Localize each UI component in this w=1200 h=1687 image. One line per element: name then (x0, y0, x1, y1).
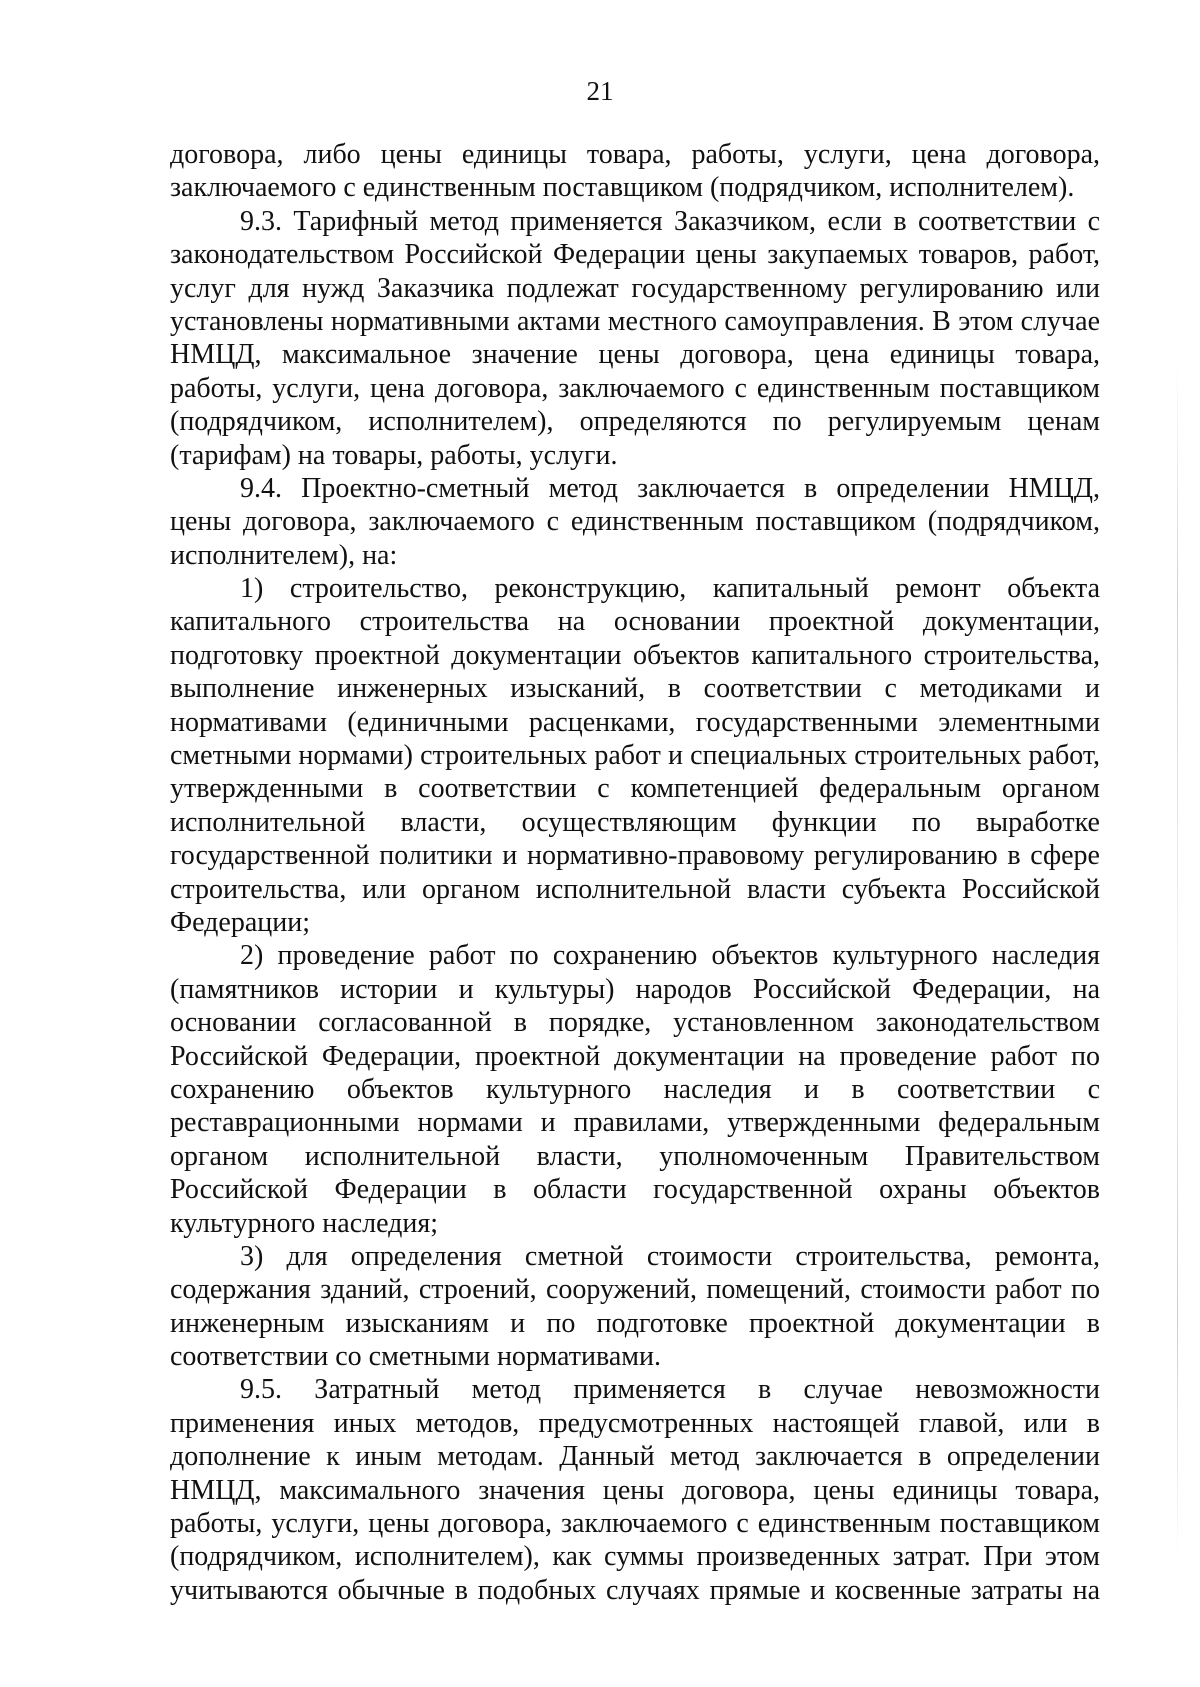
text-line: 2) проведение работ по сохранению объектов культурного наследия (240, 940, 1100, 972)
text-line: 9.5. Затратный метод применяется в случае невозможности (240, 1374, 1100, 1406)
text-line: органом исполнительной власти, уполномоченным Правительством (170, 1140, 1100, 1172)
text-line: законодательством Российской Федерации цены закупаемых товаров, работ, (170, 239, 1100, 271)
text-line: работы, услуги, цены договора, заключаемого с единственным поставщиком (170, 1508, 1100, 1540)
text-line: сметными нормами) строительных работ и специальных строительных работ, (170, 740, 1100, 772)
text-line: Российской Федерации в области государственной охраны объектов (170, 1174, 1100, 1206)
text-line: выполнение инженерных изысканий, в соответствии с методиками и (170, 673, 1100, 705)
text-line: капитального строительства на основании проектной документации, (170, 606, 1100, 638)
text-line: установлены нормативными актами местного самоуправления. В этом случае (170, 305, 1100, 337)
text-line: сохранению объектов культурного наследия и в соответствии с (170, 1073, 1100, 1105)
text-line: 9.4. Проектно-сметный метод заключается в определении НМЦД, (240, 472, 1100, 504)
text-line: утвержденными в соответствии с компетенцией федеральным органом (170, 773, 1100, 805)
text-line: подготовку проектной документации объектов капитального строительства, (170, 639, 1100, 671)
text-line: договора, либо цены единицы товара, работы, услуги, цена договора, (170, 139, 1100, 170)
text-line: (подрядчиком, исполнителем), как суммы произведенных затрат. При этом (170, 1541, 1100, 1573)
text-line: основании согласованной в порядке, установленном законодательством (170, 1007, 1100, 1039)
text-line: исполнителем), на: (170, 539, 398, 571)
text-line: инженерным изысканиям и по подготовке проектной документации в (170, 1307, 1100, 1339)
text-line: реставрационными нормами и правилами, утвержденными федеральным (170, 1107, 1100, 1139)
text-line: нормативами (единичными расценками, государственными элементными (170, 706, 1100, 738)
page-number: 21 (586, 76, 614, 106)
text-line: НМЦД, максимальное значение цены договора, цена единицы товара, (170, 339, 1100, 371)
body-text (170, 138, 1100, 1607)
text-line: Федерации; (170, 906, 311, 938)
text-line: культурного наследия; (170, 1207, 439, 1239)
text-line: государственной политики и нормативно-правовому регулированию в сфере (170, 840, 1100, 872)
text-line: соответствии со сметными нормативами. (170, 1341, 661, 1373)
text-line: Российской Федерации, проектной документации на проведение работ по (170, 1040, 1100, 1072)
text-line: цены договора, заключаемого с единственным поставщиком (подрядчиком, (170, 506, 1100, 538)
text-line: заключаемого с единственным поставщиком (подрядчиком, исполнителем). (170, 172, 1075, 204)
text-line: услуг для нужд Заказчика подлежат государственному регулированию или (170, 272, 1100, 304)
text-line: работы, услуги, цена договора, заключаемого с единственным поставщиком (170, 372, 1100, 404)
text-line: применения иных методов, предусмотренных настоящей главой, или в (170, 1407, 1100, 1439)
text-line: строительства, или органом исполнительной власти субъекта Российской (170, 873, 1100, 905)
text-line: (тарифам) на товары, работы, услуги. (170, 439, 618, 471)
text-line: НМЦД, максимального значения цены договора, цены единицы товара, (170, 1474, 1100, 1506)
text-line: 9.3. Тарифный метод применяется Заказчиком, если в соответствии с (240, 205, 1100, 237)
text-line: 3) для определения сметной стоимости строительства, ремонта, (240, 1240, 1100, 1272)
text-line: дополнение к иным методам. Данный метод заключается в определении (170, 1441, 1100, 1473)
text-line: 1) строительство, реконструкцию, капитальный ремонт объекта (240, 573, 1100, 605)
scan-edge-artifact (1177, 360, 1178, 1560)
text-line: учитываются обычные в подобных случаях прямые и косвенные затраты на (170, 1574, 1100, 1606)
text-line: (подрядчиком, исполнителем), определяются по регулируемым ценам (170, 406, 1100, 438)
text-line: (памятников истории и культуры) народов Российской Федерации, на (170, 973, 1100, 1005)
text-line: исполнительной власти, осуществляющим функции по выработке (170, 806, 1100, 838)
text-line: содержания зданий, строений, сооружений, помещений, стоимости работ по (170, 1274, 1100, 1306)
